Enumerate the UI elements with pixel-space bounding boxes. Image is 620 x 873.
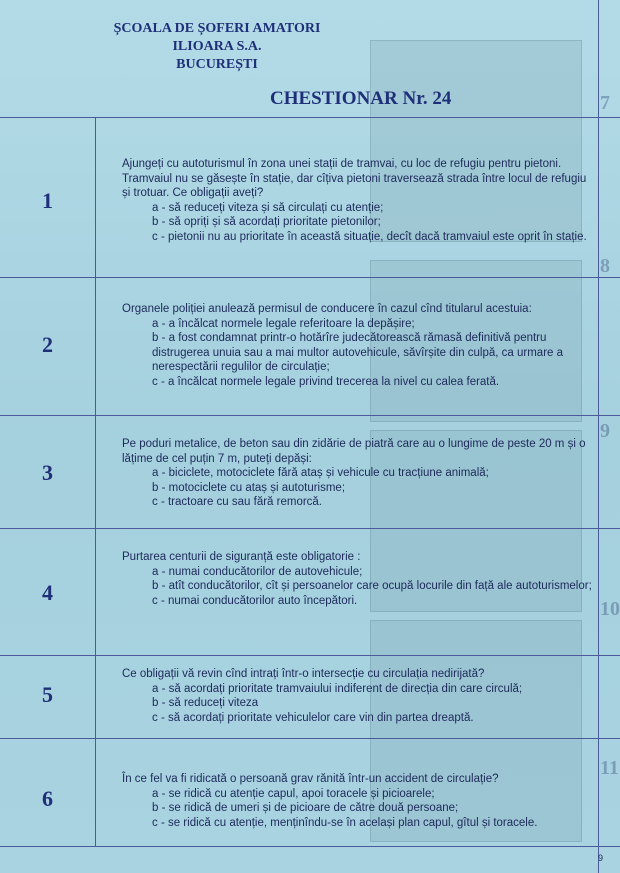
question-block [122, 667, 597, 725]
page-title: CHESTIONAR Nr. 24 [270, 88, 452, 109]
side-number: 8 [600, 255, 610, 277]
answer-option[interactable]: c - numai conducătorilor auto începători. [152, 594, 358, 607]
answer-option[interactable]: a - numai conducătorilor de autovehicule; [152, 565, 363, 578]
question-text: În ce fel va fi ridicată o persoană grav rănită într-un accident de circulație? [122, 773, 499, 785]
side-number: 10 [600, 598, 620, 620]
row-divider [0, 846, 620, 847]
answer-option[interactable]: a - biciclete, motociclete fără ataș și vehicule cu tracțiune animală; [152, 467, 489, 479]
answer-option[interactable]: b - a fost condamnat printr-o hotărîre judecătorească rămasă definitivă pentru distrugerea unuia sau a mai multor autovehicule, săvîrșite din culpă, ca urmare a nerespectării regulilor de circulație; [152, 332, 564, 373]
school-header [82, 20, 352, 74]
row-divider [0, 117, 620, 118]
question-block [122, 437, 597, 510]
answer-option[interactable]: b - să reduceți viteza [152, 697, 259, 709]
answer-option[interactable]: a - se ridică cu atenție capul, apoi toracele și picioarele; [152, 787, 435, 800]
company-name: ILIOARA S.A. [172, 39, 262, 54]
answer-option[interactable]: a - să reduceți viteza și să circulați cu atenție; [152, 201, 384, 214]
page-mark: 9 [598, 853, 604, 863]
question-number: 5 [42, 682, 53, 707]
side-number: 7 [600, 92, 610, 114]
question-number: 4 [42, 580, 53, 605]
question-block [122, 302, 597, 389]
answer-option[interactable]: a - a încălcat normele legale referitoare la depășire; [152, 317, 415, 330]
answer-option[interactable]: c - se ridică cu atenție, menținîndu-se în același plan capul, gîtul și toracele. [152, 816, 538, 829]
column-divider [598, 0, 599, 873]
question-block [122, 157, 597, 244]
city-name: BUCUREȘTI [176, 57, 258, 72]
row-divider [0, 528, 620, 529]
answer-option[interactable]: c - să acordați prioritate vehiculelor care vin din partea dreaptă. [152, 711, 474, 724]
question-text: Pe poduri metalice, de beton sau din zidărie de piatră care au o lungime de peste 20 m și o lățime de cel puțin 7 m, puteți depăși: [122, 438, 586, 465]
answer-option[interactable]: b - atît conducătorilor, cît și persoanelor care ocupă locurile din față ale autoturismelor; [152, 580, 592, 592]
side-number: 11 [600, 757, 619, 779]
answer-option[interactable]: b - se ridică de umeri și de picioare de către două persoane; [152, 802, 459, 814]
answer-option[interactable]: c - tractoare cu sau fără remorcă. [152, 496, 323, 508]
question-block [122, 550, 597, 608]
row-divider [0, 738, 620, 739]
school-name: ȘCOALA DE ȘOFERI AMATORI [113, 21, 321, 36]
question-number: 1 [42, 188, 53, 213]
row-divider [0, 277, 620, 278]
answer-option[interactable]: b - să opriți și să acordați prioritate pietonilor; [152, 216, 381, 228]
question-number: 3 [42, 460, 53, 485]
question-text: Ajungeți cu autoturismul în zona unei stații de tramvai, cu loc de refugiu pentru pietoni. Tramvaiul nu se găsește în stație, dar cîțiva pietoni traversează strada între locul de refugiu și trotuar. Ce obligații aveți? [122, 158, 587, 199]
question-number: 6 [42, 786, 53, 811]
question-text: Ce obligații vă revin cînd intrați într-o intersecție cu circulația nedirijată? [122, 668, 485, 680]
question-number: 2 [42, 332, 53, 357]
answer-option[interactable]: a - să acordați prioritate tramvaiului indiferent de direcția din care circulă; [152, 682, 523, 695]
question-block [122, 772, 597, 830]
side-number: 9 [600, 420, 610, 442]
row-divider [0, 415, 620, 416]
column-divider [95, 117, 96, 847]
answer-option[interactable]: c - pietonii nu au prioritate în această situație, decît dacă tramvaiul este oprit în stație. [152, 230, 587, 243]
answer-option[interactable]: b - motociclete cu ataș și autoturisme; [152, 481, 346, 494]
question-text: Organele poliției anulează permisul de conducere în cazul cînd titularul acestuia: [122, 303, 532, 315]
question-text: Purtarea centurii de siguranță este obligatorie : [122, 551, 361, 563]
answer-option[interactable]: c - a încălcat normele legale privind trecerea la nivel cu calea ferată. [152, 375, 500, 388]
row-divider [0, 655, 620, 656]
